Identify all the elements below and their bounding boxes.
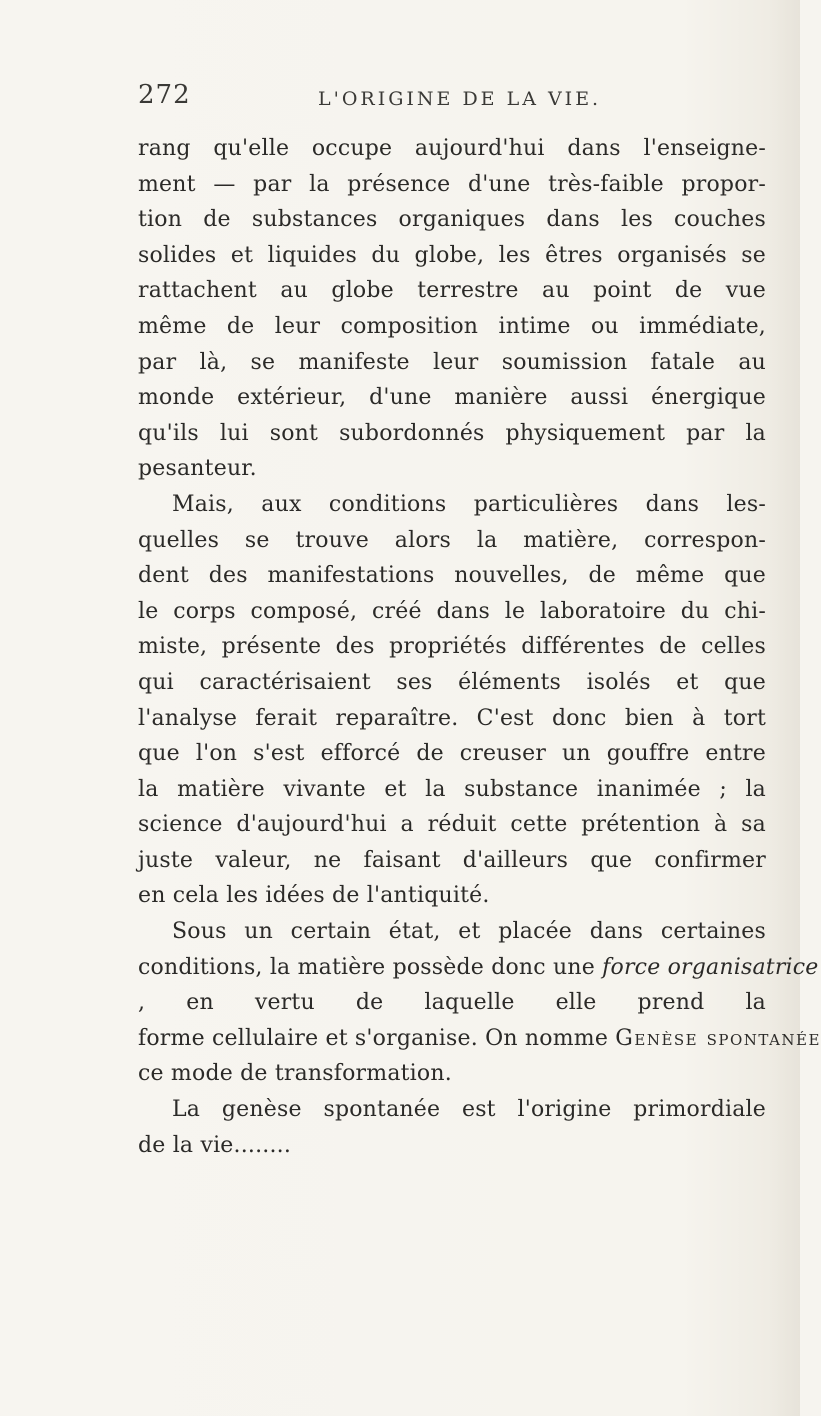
text-line: ce mode de transformation.	[138, 1061, 452, 1087]
text-line: la matière vivante et la substance inanimée ; la	[138, 776, 766, 802]
text-line: même de leur composition intime ou immédiate,	[138, 313, 766, 339]
running-head	[138, 80, 778, 120]
text-line: par là, se manifeste leur soumission fatale au	[138, 349, 766, 375]
paragraph-1	[138, 131, 766, 487]
text-line: science d'aujourd'hui a réduit cette prétention à sa	[138, 812, 766, 838]
text-line: de la vie........	[138, 1132, 292, 1158]
text-segment: forme cellulaire et s'organise. On nomme	[138, 1025, 609, 1051]
text-line: que l'on s'est efforcé de creuser un gouffre entre	[138, 741, 766, 767]
running-title: L'ORIGINE DE LA VIE.	[318, 88, 602, 110]
text-line: rang qu'elle occupe aujourd'hui dans l'enseigne-	[138, 136, 766, 161]
text-line: monde extérieur, d'une manière aussi énergique	[138, 385, 766, 411]
text-line: juste valeur, ne faisant d'ailleurs que confirmer	[138, 847, 766, 873]
text-line: qu'ils lui sont subordonnés physiquement par la	[138, 420, 766, 446]
text-line: qui caractérisaient ses éléments isolés et que	[138, 669, 766, 695]
text-line: le corps composé, créé dans le laboratoire du chi-	[138, 598, 766, 624]
italic-term: force organisatrice	[602, 954, 819, 980]
text-line: Sous un certain état, et placée dans certaines	[172, 919, 766, 945]
small-caps-term: Genèse spontanée	[615, 1025, 821, 1051]
text-line: miste, présente des propriétés différentes de celles	[138, 634, 766, 660]
text-line: pesanteur.	[138, 456, 257, 482]
text-segment: , en vertu de laquelle elle prend la	[138, 990, 766, 1016]
paragraph-4	[138, 1092, 766, 1163]
text-line: tion de substances organiques dans les couches	[138, 207, 766, 233]
paragraph-2	[138, 487, 766, 914]
text-line	[138, 1021, 821, 1057]
text-line: en cela les idées de l'antiquité.	[138, 883, 490, 909]
page-number: 272	[138, 80, 191, 110]
text-line: quelles se trouve alors la matière, correspon-	[138, 527, 766, 553]
text-line: ment — par la présence d'une très-faible propor-	[138, 171, 766, 197]
text-line: rattachent au globe terrestre au point de vue	[138, 278, 766, 304]
text-line: l'analyse ferait reparaître. C'est donc bien à tort	[138, 705, 766, 731]
paragraph-3	[138, 914, 821, 1092]
text-line: dent des manifestations nouvelles, de même que	[138, 563, 766, 589]
text-segment: conditions, la matière possède donc une	[138, 954, 595, 980]
text-line: Mais, aux conditions particulières dans les-	[172, 491, 766, 517]
text-line: La genèse spontanée est l'origine primordiale	[172, 1097, 766, 1123]
text-line	[138, 985, 766, 1021]
body-text	[138, 131, 821, 1163]
text-line	[138, 950, 819, 986]
text-line: solides et liquides du globe, les êtres organisés se	[138, 242, 766, 268]
